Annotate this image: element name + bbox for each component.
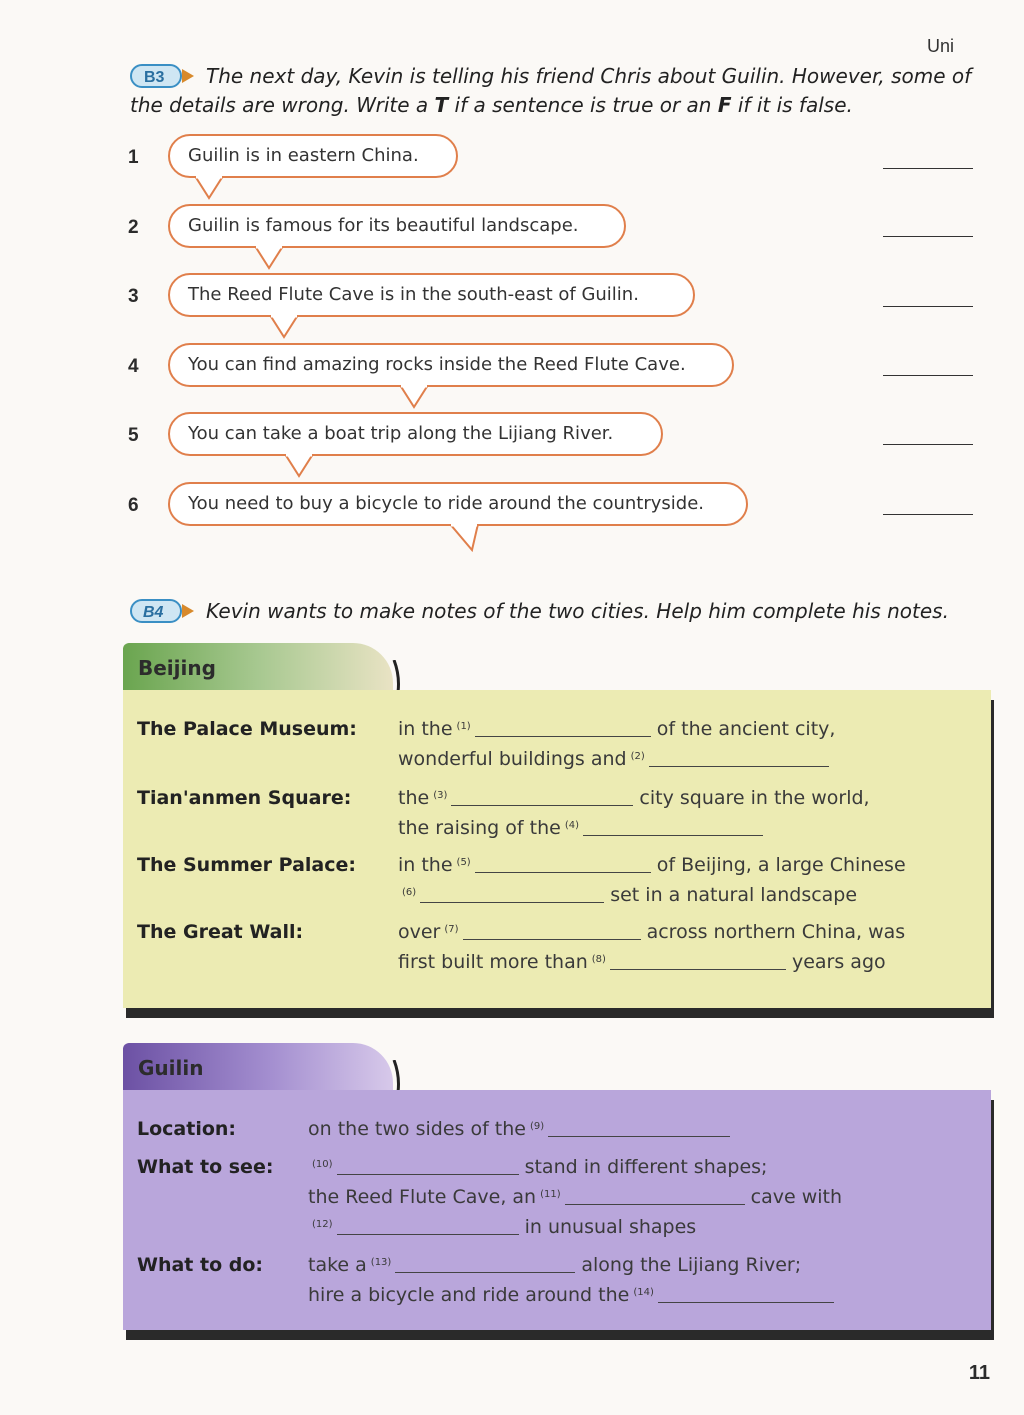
blank-7[interactable] [463, 925, 641, 940]
bubble-tail-icon [253, 246, 287, 270]
see-line-2: the Reed Flute Cave, an $^{(11)}$ cave with [308, 1186, 843, 1208]
b3-instr-p2: if a sentence is true or an [448, 93, 718, 117]
b3-instr-p1: The next day, Kevin is telling his friend Chris about Guilin. However, some of the details are wrong. Write a [130, 64, 972, 117]
item-number: 6 [128, 495, 139, 516]
location-line: on the two sides of the $^{(9)}$ [308, 1118, 730, 1140]
square-line-1: the $^{(3)}$ city square in the world, [398, 787, 870, 809]
tiananmen-label: Tian'anmen Square: [137, 787, 352, 809]
do-line-2: hire a bicycle and ride around the $^{(14)}$ [308, 1284, 834, 1306]
speech-bubble: You need to buy a bicycle to ride around the countryside. [168, 482, 748, 526]
answer-line[interactable] [883, 168, 973, 169]
tab-edge-icon [392, 1060, 404, 1094]
what-to-do-label: What to do: [137, 1254, 264, 1276]
item-number: 3 [128, 286, 139, 307]
wall-line-2: first built more than $^{(8)}$ years ago [398, 951, 886, 973]
item-number: 5 [128, 425, 139, 446]
speech-bubble: Guilin is in eastern China. [168, 134, 458, 178]
b4-instr-text: Kevin wants to make notes of the two cities. Help him complete his notes. [206, 599, 949, 623]
see-line-1: $^{(10)}$ stand in different shapes; [312, 1156, 768, 1178]
blank-14[interactable] [658, 1288, 834, 1303]
blank-8[interactable] [610, 955, 786, 970]
blank-11[interactable] [565, 1190, 745, 1205]
palace-museum-label: The Palace Museum: [137, 718, 357, 740]
answer-line[interactable] [883, 514, 973, 515]
do-line-1: take a $^{(13)}$ along the Lijiang River; [308, 1254, 802, 1276]
blank-12[interactable] [337, 1220, 519, 1235]
see-line-3: $^{(12)}$ in unusual shapes [312, 1216, 697, 1238]
summer-palace-label: The Summer Palace: [137, 854, 356, 876]
answer-line[interactable] [883, 444, 973, 445]
blank-9[interactable] [548, 1122, 730, 1137]
tab-edge-icon [392, 660, 404, 694]
answer-line[interactable] [883, 236, 973, 237]
location-label: Location: [137, 1118, 237, 1140]
blank-4[interactable] [583, 821, 763, 836]
answer-line[interactable] [883, 306, 973, 307]
b3-badge-label: B3 [144, 69, 165, 86]
bubble-tail-icon [283, 454, 317, 478]
beijing-tab-label: Beijing [138, 656, 216, 680]
blank-13[interactable] [395, 1258, 575, 1273]
wall-line-1: over $^{(7)}$ across northern China, was [398, 921, 906, 943]
b3-instr-p3: if it is false. [731, 93, 853, 117]
blank-6[interactable] [420, 888, 604, 903]
blank-5[interactable] [475, 858, 651, 873]
summer-line-1: in the $^{(5)}$ of Beijing, a large Chinese [398, 854, 906, 876]
great-wall-label: The Great Wall: [137, 921, 304, 943]
answer-line[interactable] [883, 375, 973, 376]
b4-badge-label: B4 [143, 604, 164, 621]
blank-10[interactable] [337, 1160, 519, 1175]
palace-line-2: wonderful buildings and $^{(2)}$ [398, 748, 829, 770]
speech-bubble: You can find amazing rocks inside the Reed Flute Cave. [168, 343, 734, 387]
blank-3[interactable] [451, 791, 633, 806]
palace-line-1: in the $^{(1)}$ of the ancient city, [398, 718, 836, 740]
speech-bubble: You can take a boat trip along the Lijiang River. [168, 412, 663, 456]
b3-f-letter: F [717, 93, 732, 117]
summer-line-2: $^{(6)}$ set in a natural landscape [402, 884, 858, 906]
guilin-tab-label: Guilin [138, 1056, 204, 1080]
square-line-2: the raising of the $^{(4)}$ [398, 817, 763, 839]
blank-1[interactable] [475, 722, 651, 737]
item-number: 1 [128, 147, 139, 168]
item-number: 2 [128, 217, 139, 238]
b3-badge-icon [130, 63, 196, 89]
page-number: 11 [968, 1362, 990, 1384]
bubble-tail-icon [268, 315, 302, 339]
bubble-tail-icon [193, 176, 227, 200]
bubble-tail-icon [448, 524, 482, 552]
b3-instruction [130, 62, 990, 120]
speech-bubble: Guilin is famous for its beautiful landscape. [168, 204, 626, 248]
bubble-tail-icon [398, 385, 432, 409]
what-to-see-label: What to see: [137, 1156, 274, 1178]
unit-label: Uni [927, 36, 955, 56]
b3-t-letter: T [434, 93, 449, 117]
blank-2[interactable] [649, 752, 829, 767]
b4-badge-icon [130, 598, 196, 624]
speech-bubble: The Reed Flute Cave is in the south-east of Guilin. [168, 273, 695, 317]
item-number: 4 [128, 356, 139, 377]
b4-instruction [130, 597, 990, 626]
